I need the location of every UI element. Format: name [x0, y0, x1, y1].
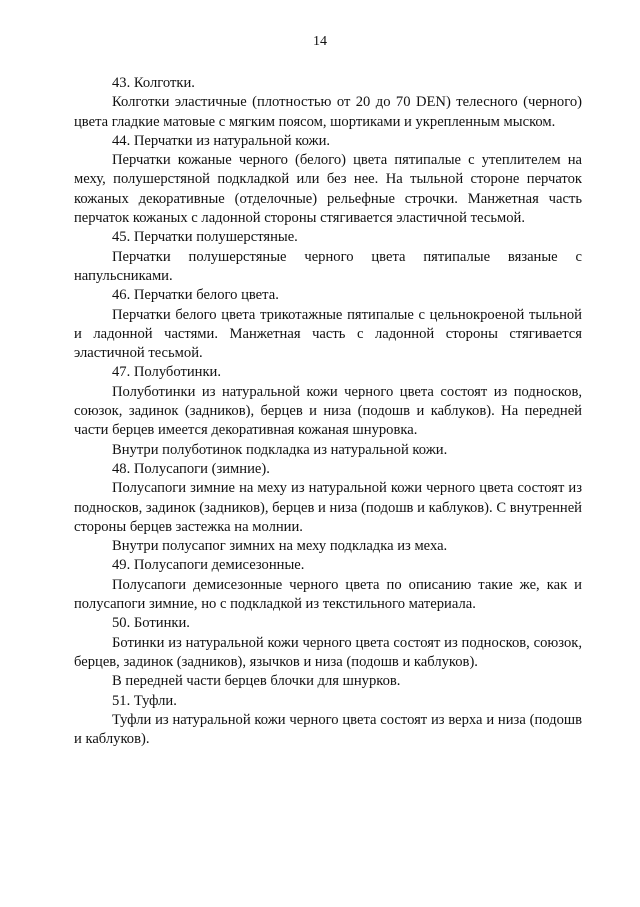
section-paragraph: Колготки эластичные (плотностью от 20 до 70 DEN) телесного (черного) цвета гладкие матовые с мягким поясом, шортиками и укрепленным мыском. [74, 94, 582, 130]
section-paragraph: Внутри полусапог зимних на меху подкладка из меха. [112, 538, 448, 555]
section-paragraph: Полуботинки из натуральной кожи черного цвета состоят из подносков, союзок, задинок (задников), берцев и низа (подошв и каблуков). На передней части берцев имеется декоративная кожаная шнуровка. [74, 383, 582, 439]
section-heading: 50. Ботинки. [112, 615, 190, 632]
section-heading: 45. Перчатки полушерстяные. [112, 229, 298, 246]
section-paragraph: Перчатки полушерстяные черного цвета пятипалые вязаные с напульсниками. [74, 248, 582, 284]
section-paragraph: Полусапоги зимние на меху из натуральной кожи черного цвета состоят из подносков, задинок (задников), берцев и низа (подошв и каблуков). С внутренней стороны берцев застежка на молнии. [74, 480, 582, 535]
section-50 [74, 614, 582, 691]
section-heading: 49. Полусапоги демисезонные. [112, 557, 305, 574]
section-paragraph: Перчатки кожаные черного (белого) цвета пятипалые с утеплителем на меху, полушерстяной подкладкой или без нее. На тыльной стороне перчаток кожаных декоративные (отделочные) рельефные строчки. Манжетная часть перчаток кожаных с ладонной стороны стягивается эластичной тесьмой. [74, 152, 582, 227]
section-46 [74, 286, 582, 363]
section-paragraph: В передней части берцев блочки для шнурков. [112, 673, 401, 690]
page-number: 14 [313, 34, 327, 49]
section-51 [74, 692, 582, 750]
section-paragraph: Туфли из натуральной кожи черного цвета состоят из верха и низа (подошв и каблуков). [74, 711, 582, 748]
section-paragraph: Перчатки белого цвета трикотажные пятипалые с цельнокроеной тыльной и ладонной частями. Манжетная часть с ладонной стороны стягивается эластичной тесьмой. [74, 306, 582, 362]
section-heading: 51. Туфли. [112, 692, 177, 709]
section-49 [74, 556, 582, 614]
section-paragraph: Ботинки из натуральной кожи черного цвета состоят из подносков, союзок, берцев, задинок (задников), язычков и низа (подошв и каблуков). [74, 634, 582, 670]
section-heading: 48. Полусапоги (зимние). [112, 460, 270, 477]
section-paragraph: Внутри полуботинок подкладка из натуральной кожи. [112, 441, 448, 458]
section-heading: 44. Перчатки из натуральной кожи. [112, 132, 331, 149]
section-heading: 47. Полуботинки. [112, 364, 221, 381]
section-paragraph: Полусапоги демисезонные черного цвета по описанию такие же, как и полусапоги зимние, но с подкладкой из текстильного материала. [74, 576, 582, 613]
document-body [74, 74, 582, 749]
section-heading: 43. Колготки. [112, 75, 195, 91]
section-48 [74, 460, 582, 556]
section-44 [74, 132, 582, 228]
section-43 [74, 74, 582, 132]
section-heading: 46. Перчатки белого цвета. [112, 287, 279, 304]
section-47 [74, 363, 582, 459]
section-45 [74, 228, 582, 286]
